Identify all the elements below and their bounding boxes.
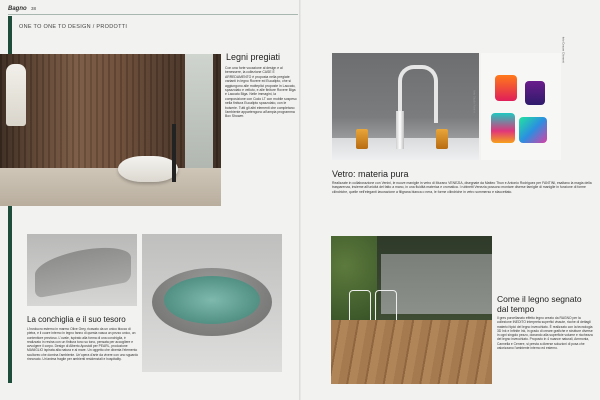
concrete-wall: [381, 254, 492, 314]
article-title-legno: Come il legno segnato dal tempo: [497, 294, 582, 314]
photo-credit: foto Cesare Chimenti: [561, 36, 565, 63]
amber-glass-handle: [356, 129, 368, 149]
wood-effect-floor: [331, 320, 492, 384]
header-divider: [8, 14, 298, 15]
faucet-spout: [398, 65, 438, 123]
wire-chair: [375, 290, 397, 324]
article-body-vetro: Realizzate in collaborazione con Venini, le nuove maniglie in vetro di Murano VENEZIA, disegnate da Matteo Thun e Antonio Rodriguez per FANTINI, esaltano la magia della trasparenza, insieme all'unicità del fatto a mano, in una fluidità materica e cromatica. I rubinetti Venezia possono montare diverse famiglie di maniglie in funzione di forme cilindriche, quelle nell'eleganti lavorazione a filigrana bianca o nera, le forme cilindriche in vetro sommerso e sfaccettato.: [332, 181, 592, 194]
article-body-conchiglia: L'involucro esterno in marmo Olive Grey, ricavato da un unico blocco di pietra, e il cuore interno in legno fanno di questa vasca un pezzo unico, un contenitore prezioso. L'ovale, ispirato alla forma di una conchiglia, è realizzato in resina con un finitura tono su tono, pensata per accogliere e avvolgere il corpo. Design di Alberto Apostoli per PEARL, produzione MANIGLIO ispirata alla natura e al mare. Un oggetto che diventa l'elemento scultoreo che domina l'ambiente. Un'opera d'arte da vivere con uno sguardo rinnovato. Un'anima fragile per ambienti residenziali e hospitality.: [27, 327, 139, 362]
bathtub: [118, 156, 178, 182]
wire-chair: [349, 290, 371, 324]
outdoor-deck-photo: [331, 236, 492, 384]
marble-edge: [35, 242, 131, 299]
glass-cylinder: [495, 75, 517, 101]
article-title-legni: Legni pregiati: [226, 52, 281, 62]
bathtub-water: [164, 276, 260, 324]
section-title: ONE TO ONE TO DESIGN / PRODOTTI: [19, 24, 128, 30]
article-body-legno: Il gres porcellanato effetto legno creato da RAGNO per la collezione INEDITO interpreta superfici vissute, ricche di dettagli materici tipici del legno invecchiato. È realizzato con la tecnologia 3D Ink e Infinite Ink, in grado di creare grafiche e strutture diverse in ogni singolo pezzo, donando alla superficie volume e ricchezza del legno invecchiato. Proposto in 4 nuance naturali, Ammonia, Cannella e Cenere, si presta a diverse soluzioni di posa che valorizzano l'ambiente interno ed esterno.: [497, 316, 593, 351]
glass-cylinders-photo: [481, 36, 565, 160]
glass-cylinder: [491, 113, 515, 143]
marble-detail-photo: [27, 234, 137, 306]
page-gutter: [299, 0, 301, 400]
page-number: 38: [31, 6, 37, 11]
photo-credit: foto Studio Fantini: [473, 90, 477, 113]
faucet-base: [396, 111, 404, 149]
bathrobe: [6, 64, 26, 126]
magazine-logo: Bagno: [8, 6, 27, 12]
glass-cylinder: [525, 81, 545, 105]
shell-bathtub-photo: [142, 234, 282, 372]
counter-top: [332, 138, 479, 160]
article-title-vetro: Vetro: materia pura: [332, 169, 409, 179]
amber-glass-handle: [436, 129, 448, 149]
article-title-conchiglia: La conchiglia e il suo tesoro: [27, 315, 126, 324]
floor-faucet: [172, 124, 176, 182]
faucet-photo: [332, 53, 479, 160]
glass-cylinder: [519, 117, 547, 143]
bathroom-wood-photo: [0, 54, 221, 206]
floor: [0, 168, 221, 206]
article-body-legni: Con una forte vocazione al design e al benessere, la collezione CASE E ARREDAMENTO è proposta nella pregiate varianti in legno Rovere ed Eucalipto, che si aggiungono alle molteplici proposte in Laccato, spazzolato e velluto, e alle finiture Rovere Biga e Laccato Biga. Nelle immagini, la composizione con Codo LT con mobile sospeso nella finitura Eucalipto spazzolato, con le boiserie. Tutti gli altri elementi che completano l'ambiente appartengono all'ampia programma Box Shower.: [225, 66, 297, 119]
